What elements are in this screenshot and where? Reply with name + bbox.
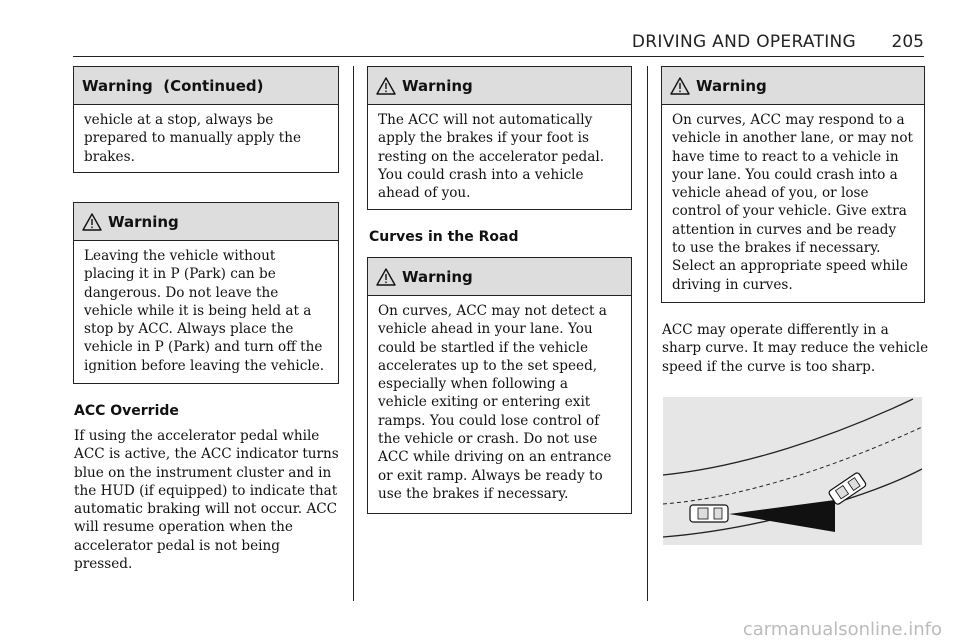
watermark: carmanualsonline.info (742, 619, 942, 640)
warning-text: On curves, ACC may not detect a vehicle ahead in your lane. You could be startled if the vehicle accelerates up to the set speed, especially when following a vehicle exiting or entering exit ramps. You could lose control of the vehicle or crash. Do not use ACC while driving on an entrance or exit ramp. Always be ready to use the brakes if necessary. (378, 303, 612, 502)
warning-box-accelerator (367, 66, 632, 210)
curve-diagram (663, 397, 922, 545)
warning-triangle-icon (670, 77, 690, 95)
warning-box-other-lane (661, 66, 925, 303)
warning-header (368, 67, 631, 105)
section-title: DRIVING AND OPERATING (631, 32, 856, 52)
warning-text: On curves, ACC may respond to a vehicle in another lane, or may not have time to react to a vehicle in your lane. You could crash into a vehicle ahead of you, or lose control of your vehicle. Give extra attention in curves and be ready to use the brakes if necessary. Select an appropriate speed while driving in curves. (672, 112, 913, 293)
host-vehicle (690, 505, 728, 522)
warning-header (74, 67, 338, 105)
warning-title: Warning (402, 267, 473, 286)
body-paragraph: If using the accelerator pedal while ACC is active, the ACC indicator turns blue on the instrument cluster and in the HUD (if equipped) to indicate that automatic braking will not occur. ACC will resume operation when the accelerator pedal is not being pressed. (74, 428, 339, 573)
lead-vehicle (828, 472, 867, 505)
warning-box-park (73, 202, 339, 384)
warning-header (662, 67, 924, 105)
warning-text: The ACC will not automatically apply the brakes if your foot is resting on the accelerator pedal. You could crash into a vehicle ahead of you. (378, 112, 605, 202)
warning-text: Leaving the vehicle without placing it in P (Park) can be dangerous. Do not leave the vehicle while it is being held at a stop by ACC. Always place the vehicle in P (Park) and turn off the ignition before leaving the vehicle. (84, 248, 325, 374)
curve-road-illustration (663, 397, 922, 545)
section-heading-curves: Curves in the Road (369, 229, 519, 245)
warning-title: Warning (696, 76, 767, 95)
section-heading-acc-override: ACC Override (74, 403, 179, 419)
warning-header (74, 203, 338, 241)
warning-triangle-icon (376, 77, 396, 95)
warning-triangle-icon (82, 213, 102, 231)
page-number: 205 (891, 32, 924, 52)
warning-header (368, 258, 631, 296)
warning-triangle-icon (376, 268, 396, 286)
column-divider-2 (647, 66, 648, 601)
warning-title: Warning (Continued) (82, 76, 264, 95)
warning-text: vehicle at a stop, always be prepared to manually apply the brakes. (84, 112, 302, 165)
column-divider-1 (353, 66, 354, 601)
warning-title: Warning (108, 212, 179, 231)
warning-box-continued (73, 66, 339, 173)
body-paragraph: ACC may operate differently in a sharp curve. It may reduce the vehicle speed if the curve is too sharp. (662, 322, 929, 375)
header-rule (73, 56, 924, 57)
warning-box-curves (367, 257, 632, 514)
warning-title: Warning (402, 76, 473, 95)
